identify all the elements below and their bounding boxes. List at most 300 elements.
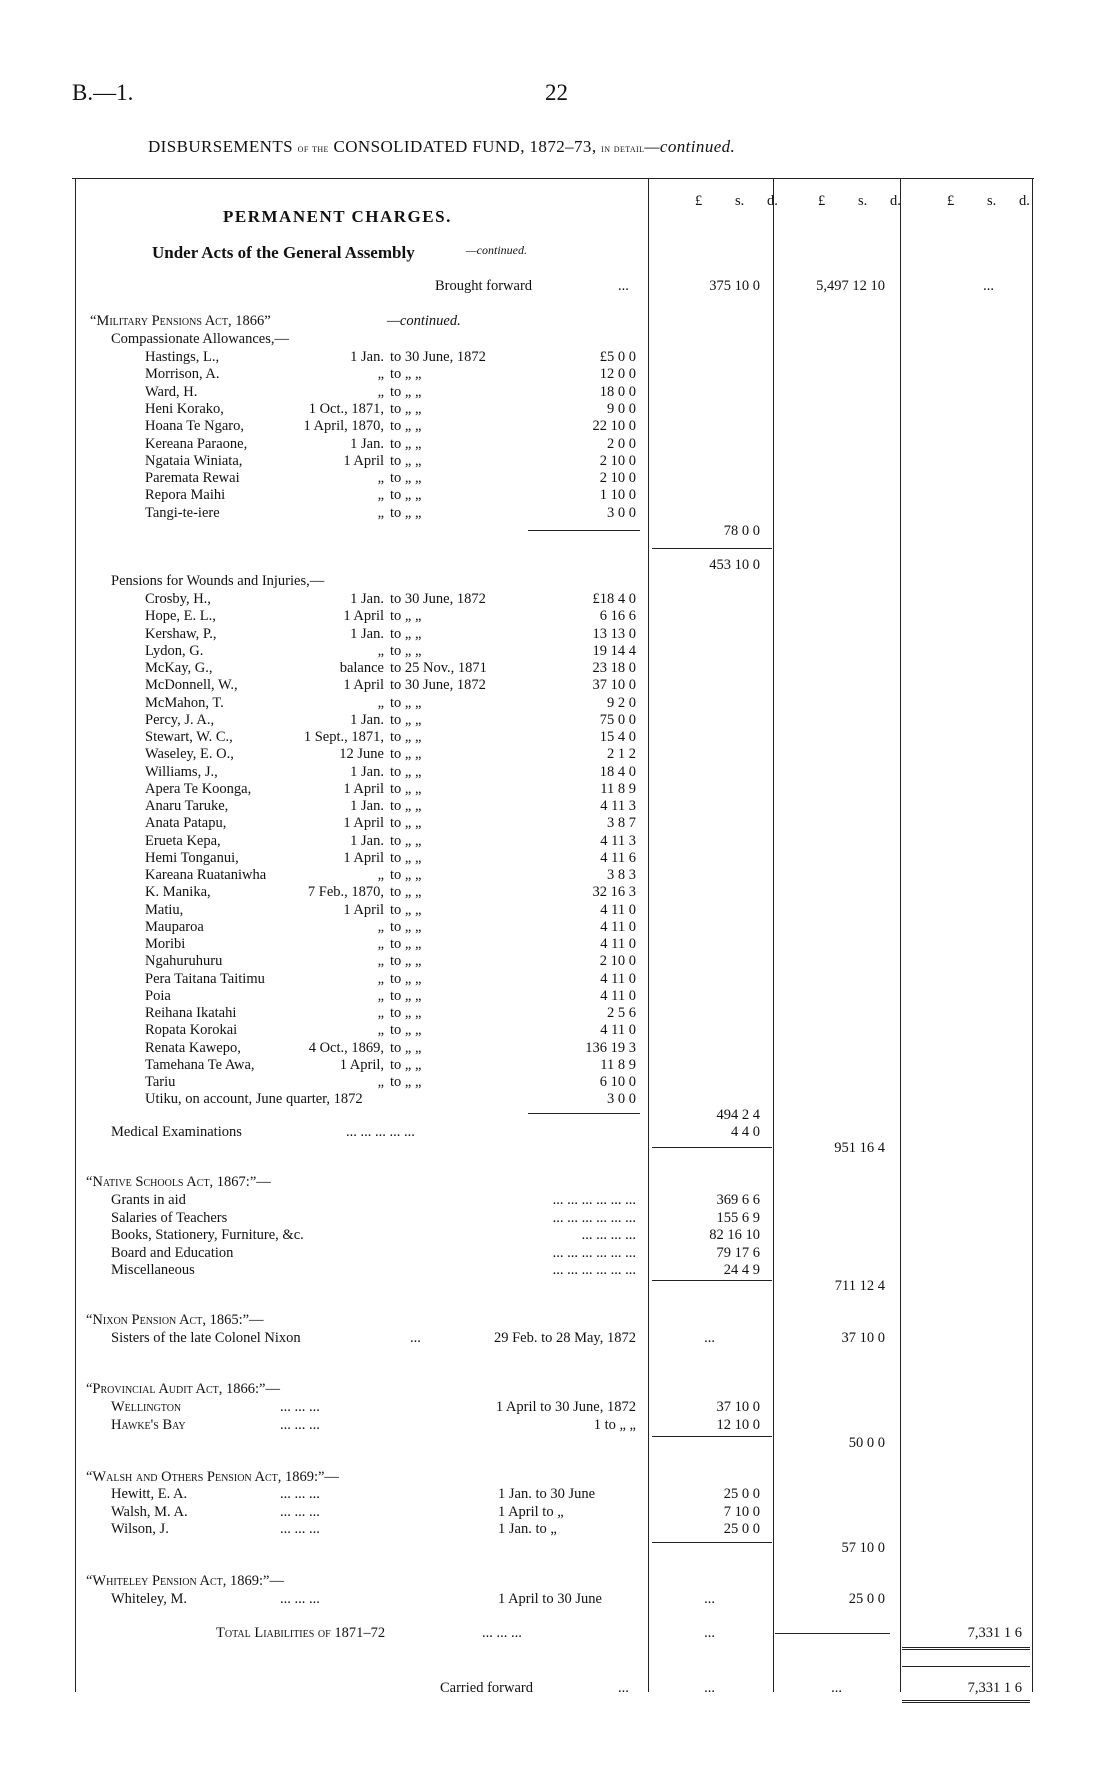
table-top-rule	[72, 178, 1034, 179]
amount: 136 19 3	[585, 1039, 636, 1056]
pensioner-name: Kershaw, P.,	[145, 625, 217, 642]
wounds-heading: Pensions for Wounds and Injuries,—	[111, 573, 325, 589]
table-row	[0, 971, 1114, 989]
native-schools-heading-row	[0, 1174, 1114, 1192]
leader-dots: ... ... ...	[280, 1503, 320, 1520]
amount: 4 11 0	[600, 970, 636, 987]
period-end: to „ „	[390, 832, 422, 849]
pensioner-name: Stewart, W. C.,	[145, 729, 233, 745]
period-start: 1 Jan.	[350, 625, 384, 642]
amount: 4 11 0	[600, 936, 636, 952]
military-subtotal: 453 10 0	[709, 557, 760, 573]
period-start: „	[377, 470, 384, 487]
act-heading: “Military Pensions Act, 1866”	[90, 313, 271, 329]
period-end: to „ „	[390, 867, 422, 883]
period-start: „	[377, 694, 384, 711]
brought-forward-c2: 5,497 12 10	[816, 278, 885, 294]
pensioner-name: Tangi-te-iere	[145, 504, 220, 521]
amount: 25 0 0	[723, 1521, 760, 1537]
pensioner-name: Kereana Paraone,	[145, 435, 248, 452]
table-row	[0, 936, 1114, 954]
amount: 32 16 3	[592, 884, 636, 901]
compassionate-total: 78 0 0	[723, 523, 760, 539]
leader-dots: ... ... ...	[280, 1416, 320, 1433]
table-row	[0, 366, 1114, 384]
leader-dots: ... ... ...	[280, 1399, 320, 1415]
wounds-heading-row	[0, 573, 1114, 591]
table-row	[0, 384, 1114, 402]
period-start: 1 April	[343, 780, 384, 797]
amount: 24 4 9	[723, 1262, 760, 1278]
amount: 18 4 0	[599, 763, 636, 780]
period-end: to „ „	[390, 798, 422, 814]
walsh-total-row	[0, 1540, 1114, 1558]
period: 1 Jan. to 30 June	[498, 1486, 596, 1502]
table-row	[0, 608, 1114, 626]
amount: 2 1 2	[607, 746, 636, 763]
whiteley-row	[0, 1591, 1114, 1609]
period-start: 1 April	[343, 452, 384, 469]
period-start: 1 April	[343, 849, 384, 866]
period-end: to 30 June, 1872	[390, 591, 486, 607]
pound-header-c1: £	[695, 193, 703, 209]
amount: 3 8 3	[607, 867, 636, 883]
amount: 13 13 0	[592, 625, 636, 642]
act-heading: “Nixon Pension Act, 1865:”—	[86, 1312, 264, 1328]
pensioner-name: McMahon, T.	[145, 694, 224, 711]
table-row	[0, 1005, 1114, 1023]
leader-dots: ...	[618, 278, 629, 294]
period-end: to „ „	[390, 435, 422, 452]
amount: 2 5 6	[607, 1005, 636, 1021]
pensioner-name: Hastings, L.,	[145, 349, 220, 365]
amount: 369 6 6	[716, 1192, 760, 1208]
table-row	[0, 626, 1114, 644]
period: 1 to „ „	[593, 1416, 636, 1433]
pensioner-name: Lydon, G.	[145, 642, 204, 659]
period-end: to „ „	[390, 918, 422, 935]
leader-dots: ...	[410, 1330, 421, 1346]
table-row	[0, 470, 1114, 488]
pensioner-name: Erueta Kepa,	[145, 832, 221, 849]
table-row	[0, 815, 1114, 833]
table-row	[0, 1399, 1114, 1417]
period-end: to „ „	[390, 711, 422, 728]
table-row	[0, 1486, 1114, 1504]
pensioner-name: Anata Patapu,	[145, 815, 227, 832]
pensioner-name: Crosby, H.,	[145, 591, 211, 607]
amount: 19 14 4	[592, 642, 636, 659]
pensioner-name: Williams, J.,	[145, 763, 218, 780]
amount: 22 10 0	[592, 418, 636, 435]
pensioner-name: McDonnell, W.,	[145, 677, 238, 694]
table-row	[0, 1504, 1114, 1522]
table-row	[0, 1417, 1114, 1435]
period-end: to 30 June, 1872	[390, 677, 486, 694]
table-row	[0, 764, 1114, 782]
period-start: 1 April	[343, 677, 384, 694]
amount: 4 11 3	[600, 832, 636, 849]
period-start: 1 Jan.	[350, 349, 384, 365]
act-heading: “Whiteley Pension Act, 1869:”—	[86, 1573, 284, 1589]
compassionate-heading: Compassionate Allowances,—	[111, 331, 290, 347]
section-heading: PERMANENT CHARGES.	[223, 207, 452, 226]
section-heading-row	[0, 207, 1114, 225]
amount: 82 16 10	[709, 1227, 760, 1243]
total-rule	[775, 1633, 890, 1634]
pensioner-name: K. Manika,	[145, 884, 211, 901]
table-row	[0, 1022, 1114, 1040]
act-heading: “Provincial Audit Act, 1866:”—	[86, 1381, 280, 1397]
table-row	[0, 746, 1114, 764]
leader-dots: ... ... ...	[280, 1591, 320, 1607]
item-label: Miscellaneous	[111, 1262, 195, 1278]
period-end: to „ „	[390, 487, 422, 504]
period-start: „	[377, 918, 384, 935]
page-number: 22	[545, 80, 568, 105]
brought-forward-c1: 375 10 0	[709, 278, 760, 294]
period-start: 1 Oct., 1871,	[308, 400, 384, 417]
whiteley-heading-row	[0, 1573, 1114, 1591]
amount: 4 11 3	[600, 798, 636, 814]
period-start: 1 Jan.	[350, 435, 384, 452]
table-row	[0, 1210, 1114, 1228]
nixon-total: 37 10 0	[841, 1330, 885, 1346]
period-start: „	[377, 487, 384, 504]
table-row	[0, 487, 1114, 505]
period-end: to „ „	[390, 1056, 422, 1073]
amount: 37 10 0	[592, 677, 636, 694]
item-label: Grants in aid	[111, 1192, 186, 1208]
pensioner-name: Tariu	[145, 1074, 176, 1090]
c1-value: ...	[704, 1591, 715, 1607]
amount: 11 8 9	[600, 1056, 636, 1073]
amount: 7 10 0	[723, 1503, 760, 1520]
table-row	[0, 418, 1114, 436]
nixon-heading-row	[0, 1312, 1114, 1330]
period: 1 April to „	[498, 1503, 564, 1520]
amount: £5 0 0	[599, 349, 636, 365]
period-start: 1 April	[343, 815, 384, 832]
amount: 2 10 0	[599, 470, 636, 487]
pensioner-name: Renata Kawepo,	[145, 1039, 241, 1056]
amount: 79 17 6	[716, 1244, 760, 1261]
amount: 6 16 6	[599, 608, 636, 625]
pensioner-name: Percy, J. A.,	[145, 711, 215, 728]
wounds-total-row	[0, 1107, 1114, 1125]
act-heading-continued: —continued.	[387, 313, 461, 329]
table-row	[0, 867, 1114, 885]
table-row	[0, 1192, 1114, 1210]
period-start: 1 Jan.	[350, 832, 384, 849]
title-part-1: DISBURSEMENTS	[148, 137, 298, 156]
c1-value: ...	[704, 1330, 715, 1346]
whiteley-total: 25 0 0	[848, 1591, 885, 1607]
total-rule	[902, 1700, 1030, 1703]
leader-dots: ... ... ... ...	[581, 1227, 636, 1243]
period-start: „	[377, 1074, 384, 1090]
leader-dots: ... ... ... ... ... ...	[552, 1209, 636, 1226]
pensioner-name: Poia	[145, 987, 171, 1004]
period-end: to „ „	[390, 504, 422, 521]
c1-value: ...	[704, 1625, 715, 1641]
period-start: 12 June	[339, 746, 384, 763]
subheading-continued: —continued.	[466, 243, 527, 257]
period: 29 Feb. to 28 May, 1872	[493, 1330, 636, 1346]
table-row	[0, 695, 1114, 713]
table-row	[0, 729, 1114, 747]
leader-dots: ... ... ... ... ... ...	[552, 1192, 636, 1208]
period-end: to „ „	[390, 729, 422, 745]
period: 1 April to 30 June, 1872	[495, 1399, 636, 1415]
amount: 2 0 0	[607, 435, 636, 452]
table-row	[0, 953, 1114, 971]
amount: 37 10 0	[716, 1399, 760, 1415]
period: 1 April to 30 June	[498, 1591, 602, 1607]
item-label: Books, Stationery, Furniture, &c.	[111, 1227, 304, 1243]
amount: £18 4 0	[592, 591, 636, 607]
pound-header-c2: £	[818, 193, 826, 209]
brought-forward-row	[0, 278, 1114, 296]
table-row	[0, 712, 1114, 730]
pensioner-name: Mauparoa	[145, 918, 204, 935]
shillings-header-c3: s.	[987, 193, 997, 209]
leader-dots: ...	[618, 1680, 629, 1696]
table-row	[0, 833, 1114, 851]
amount: 2 10 0	[599, 452, 636, 469]
amount: 4 11 0	[600, 918, 636, 935]
period-start: „	[377, 953, 384, 970]
amount: 4 11 0	[600, 901, 636, 918]
pensioner-name: Hemi Tonganui,	[145, 849, 239, 866]
period-start: 1 April,	[339, 1056, 384, 1073]
table-row	[0, 643, 1114, 661]
period-end: to „ „	[390, 815, 422, 832]
amount: 75 0 0	[599, 711, 636, 728]
subheading-row	[0, 243, 1114, 261]
military-act-total: 951 16 4	[834, 1140, 885, 1156]
shillings-header-c1: s.	[735, 193, 745, 209]
period-end: to „ „	[390, 366, 422, 383]
table-row	[0, 1040, 1114, 1058]
period-end: to „ „	[390, 1074, 422, 1090]
pensioner-name: Hoana Te Ngaro,	[145, 418, 244, 435]
table-row	[0, 798, 1114, 816]
table-row	[0, 505, 1114, 523]
shillings-header-c2: s.	[858, 193, 868, 209]
item-label: Hewitt, E. A.	[111, 1486, 188, 1502]
pensioner-name: Waseley, E. O.,	[145, 746, 234, 763]
period-start: 1 April	[343, 608, 384, 625]
period-start: „	[377, 867, 384, 883]
military-heading-row	[0, 313, 1114, 331]
document-code: B.—1.	[72, 80, 134, 105]
amount: 3 0 0	[607, 1091, 636, 1107]
pensioner-name: Ropata Korokai	[145, 1022, 238, 1039]
table-row	[0, 436, 1114, 454]
period-start: „	[377, 970, 384, 987]
pensioner-name: Ward, H.	[145, 383, 198, 400]
item-label: Sisters of the late Colonel Nixon	[111, 1330, 301, 1346]
table-row	[0, 1521, 1114, 1539]
table-row	[0, 591, 1114, 609]
medical-amount: 4 4 0	[731, 1124, 760, 1140]
item-label: Wellington	[111, 1399, 182, 1415]
period-end: to „ „	[390, 987, 422, 1004]
brought-forward-label: Brought forward	[435, 278, 533, 294]
item-label: Walsh, M. A.	[111, 1503, 188, 1520]
pensioner-name: Pera Taitana Taitimu	[145, 970, 265, 987]
period-end: to „ „	[390, 642, 422, 659]
pensioner-name: Tamehana Te Awa,	[145, 1056, 255, 1073]
page-title	[148, 137, 735, 157]
period-start: „	[377, 936, 384, 952]
period-end: to „ „	[390, 953, 422, 970]
period-end: to „ „	[390, 452, 422, 469]
total-rule	[902, 1666, 1030, 1667]
period-end: to „ „	[390, 1022, 422, 1039]
period-start: 7 Feb., 1870,	[307, 884, 384, 901]
period-end: to „ „	[390, 763, 422, 780]
period-end: to „ „	[390, 849, 422, 866]
period-start: „	[377, 504, 384, 521]
amount: 25 0 0	[723, 1486, 760, 1502]
amount: 4 11 0	[600, 987, 636, 1004]
table-row	[0, 781, 1114, 799]
period: 1 Jan. to „	[498, 1521, 557, 1537]
carried-forward-label: Carried forward	[440, 1680, 533, 1696]
table-row	[0, 1074, 1114, 1092]
provincial-heading-row	[0, 1381, 1114, 1399]
provincial-total-row	[0, 1435, 1114, 1453]
period-start: „	[377, 1005, 384, 1021]
amount: 12 0 0	[599, 366, 636, 383]
amount: 6 10 0	[599, 1074, 636, 1090]
brought-forward-c3: ...	[983, 278, 994, 294]
period-end: to „ „	[390, 1039, 422, 1056]
amount: 23 18 0	[592, 660, 636, 676]
amount: 1 10 0	[599, 487, 636, 504]
pensioner-name: Anaru Taruke,	[145, 798, 229, 814]
table-row	[0, 919, 1114, 937]
period-end: to „ „	[390, 970, 422, 987]
pound-header-c3: £	[947, 193, 955, 209]
pensioner-name: Hope, E. L.,	[145, 608, 216, 625]
title-in-detail: in detail	[601, 141, 645, 155]
table-row	[0, 850, 1114, 868]
period-end: to „ „	[390, 400, 422, 417]
amount: 155 6 9	[716, 1209, 760, 1226]
act-heading: “Native Schools Act, 1867:”—	[86, 1174, 271, 1190]
leader-dots: ... ... ... ... ...	[346, 1124, 415, 1140]
amount: 9 2 0	[607, 694, 636, 711]
leader-dots: ... ... ...	[280, 1521, 320, 1537]
leader-dots: ... ... ... ... ... ...	[552, 1262, 636, 1278]
comp-total-row	[0, 523, 1114, 541]
pensioner-name: Paremata Rewai	[145, 470, 240, 487]
subheading: Under Acts of the General Assembly	[152, 243, 415, 262]
act-heading: “Walsh and Others Pension Act, 1869:”—	[86, 1469, 339, 1485]
period-end: to „ „	[390, 625, 422, 642]
period-end: to „ „	[390, 470, 422, 487]
table-row	[0, 1227, 1114, 1245]
native-schools-total: 711 12 4	[834, 1278, 885, 1294]
total-liabilities-label: Total Liabilities of 1871–72	[216, 1625, 386, 1641]
table-row	[0, 884, 1114, 902]
table-row	[0, 1245, 1114, 1263]
walsh-heading-row	[0, 1469, 1114, 1487]
period-end: to „ „	[390, 746, 422, 763]
item-label: Hawke's Bay	[111, 1416, 186, 1433]
amount: 15 4 0	[599, 729, 636, 745]
period-start: „	[377, 366, 384, 383]
pensioner-name: Reihana Ikatahi	[145, 1005, 237, 1021]
walsh-total: 57 10 0	[841, 1540, 885, 1556]
table-row	[0, 677, 1114, 695]
subtotal-rule	[652, 548, 772, 549]
pensioner-name: Ngataia Winiata,	[145, 452, 243, 469]
total-liabilities-c3: 7,331 1 6	[967, 1625, 1022, 1641]
pensioner-name: Moribi	[145, 936, 186, 952]
period-start: „	[377, 642, 384, 659]
period-end: to „ „	[390, 608, 422, 625]
period-start: 1 Jan.	[350, 798, 384, 814]
table-row	[0, 660, 1114, 678]
amount: 18 0 0	[599, 383, 636, 400]
pensioner-name: Ngahuruhuru	[145, 953, 223, 970]
period-start: „	[377, 987, 384, 1004]
pensioner-name: Morrison, A.	[145, 366, 220, 383]
nixon-row	[0, 1330, 1114, 1348]
table-row	[0, 453, 1114, 471]
carried-forward-c3: 7,331 1 6	[967, 1680, 1022, 1696]
table-row	[0, 902, 1114, 920]
leader-dots: ... ... ...	[280, 1486, 320, 1502]
period-start: 1 Sept., 1871,	[303, 729, 384, 745]
title-continued: —continued.	[644, 137, 736, 156]
period-end: to „ „	[390, 884, 422, 901]
pensioner-name: Repora Maihi	[145, 487, 226, 504]
c1-value: ...	[704, 1680, 715, 1696]
period-end: to „ „	[390, 383, 422, 400]
title-part-2: CONSOLIDATED FUND, 1872–73,	[328, 137, 602, 156]
title-of-the: of the	[297, 141, 329, 155]
c2-value: ...	[831, 1680, 842, 1696]
period-start: „	[377, 383, 384, 400]
pensioner-name: Matiu,	[145, 901, 184, 918]
amount: 12 10 0	[716, 1416, 760, 1433]
carried-forward-row	[0, 1680, 1114, 1698]
period-start: 4 Oct., 1869,	[308, 1039, 384, 1056]
total-rule	[902, 1647, 1030, 1650]
item-label: Salaries of Teachers	[111, 1209, 228, 1226]
period-end: to „ „	[390, 936, 422, 952]
pensioner-name: Heni Korako,	[145, 400, 224, 417]
period-end: to „ „	[390, 418, 422, 435]
period-start: 1 April	[343, 901, 384, 918]
period-end: to „ „	[390, 1005, 422, 1021]
table-row	[0, 1057, 1114, 1075]
amount: 9 0 0	[607, 400, 636, 417]
native-schools-total-row	[0, 1278, 1114, 1296]
item-label: Wilson, J.	[111, 1521, 169, 1537]
period-start: „	[377, 1022, 384, 1039]
provincial-total: 50 0 0	[848, 1435, 885, 1451]
pensioner-name: Kareana Ruataniwha	[145, 867, 267, 883]
total-liabilities-row	[0, 1625, 1114, 1643]
amount: 4 11 0	[600, 1022, 636, 1039]
period-end: to „ „	[390, 901, 422, 918]
